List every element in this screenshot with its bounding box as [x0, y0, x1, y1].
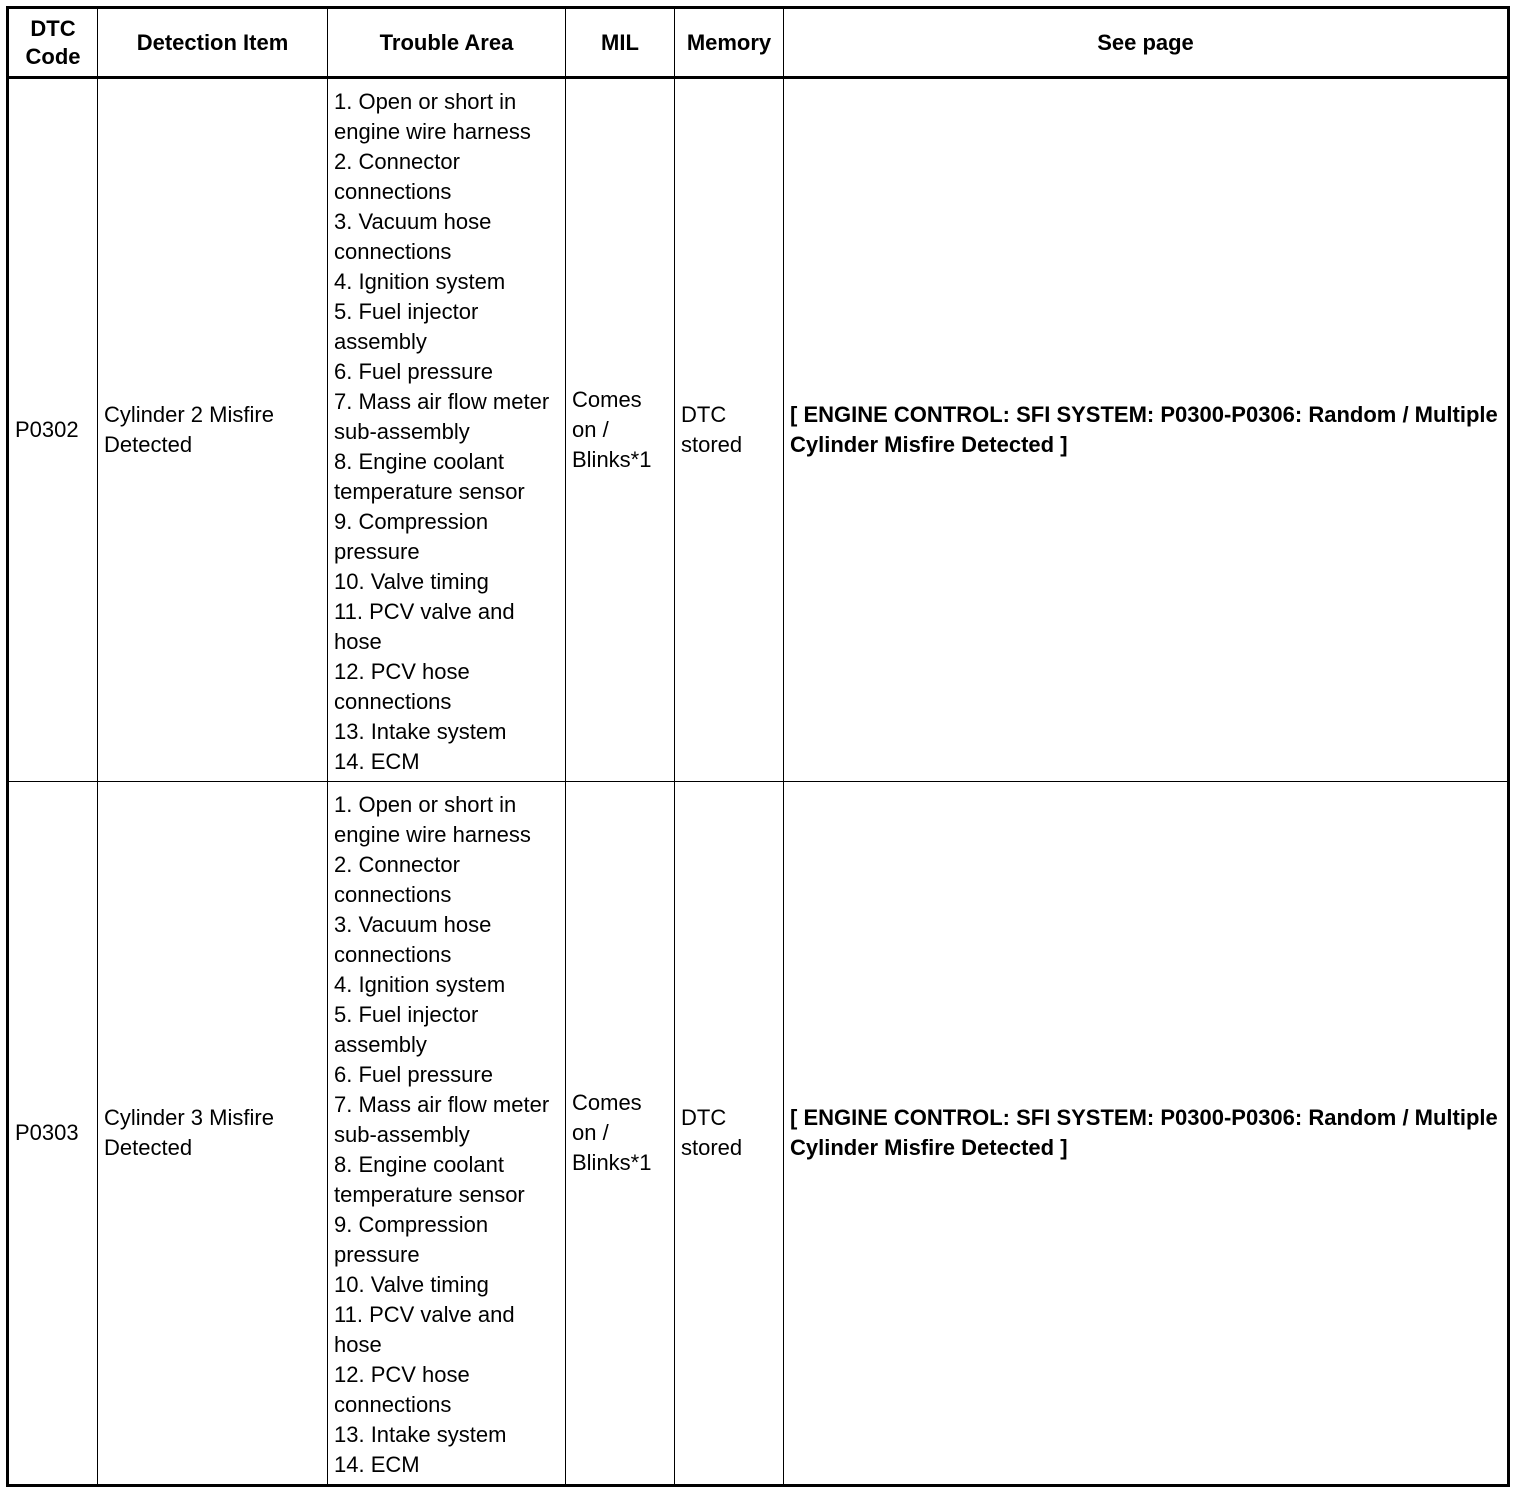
table-row	[8, 782, 1509, 1486]
detection-item-cell: Cylinder 3 Misfire Detected	[98, 782, 328, 1486]
list-item: 12. PCV hose connections	[334, 1362, 470, 1417]
list-item: 14. ECM	[334, 749, 420, 774]
header-detection-item: Detection Item	[98, 8, 328, 78]
list-item: 3. Vacuum hose connections	[334, 209, 492, 264]
list-item: 4. Ignition system	[334, 269, 506, 294]
memory-cell: DTC stored	[675, 782, 784, 1486]
detection-item-cell: Cylinder 2 Misfire Detected	[98, 78, 328, 782]
list-item: 11. PCV valve and hose	[334, 599, 515, 654]
list-item: 8. Engine coolant temperature sensor	[334, 1152, 525, 1207]
mil-cell: Comes on / Blinks*1	[566, 78, 675, 782]
list-item: 13. Intake system	[334, 719, 507, 744]
list-item: 2. Connector connections	[334, 852, 460, 907]
list-item: 10. Valve timing	[334, 1272, 489, 1297]
header-trouble-area: Trouble Area	[328, 8, 566, 78]
header-memory: Memory	[675, 8, 784, 78]
trouble-area-cell	[328, 782, 566, 1486]
list-item: 3. Vacuum hose connections	[334, 912, 492, 967]
list-item: 5. Fuel injector assembly	[334, 1002, 479, 1057]
trouble-area-list	[334, 87, 559, 777]
list-item: 4. Ignition system	[334, 972, 506, 997]
list-item: 6. Fuel pressure	[334, 1062, 493, 1087]
dtc-code-cell: P0303	[8, 782, 98, 1486]
header-see-page: See page	[784, 8, 1509, 78]
mil-cell: Comes on / Blinks*1	[566, 782, 675, 1486]
list-item: 9. Compression pressure	[334, 509, 489, 564]
list-item: 13. Intake system	[334, 1422, 507, 1447]
dtc-table	[6, 6, 1510, 1487]
list-item: 1. Open or short in engine wire harness	[334, 89, 531, 144]
memory-cell: DTC stored	[675, 78, 784, 782]
list-item: 1. Open or short in engine wire harness	[334, 792, 531, 847]
trouble-area-cell	[328, 78, 566, 782]
table-row	[8, 78, 1509, 782]
list-item: 11. PCV valve and hose	[334, 1302, 515, 1357]
trouble-area-list	[334, 790, 559, 1480]
header-mil: MIL	[566, 8, 675, 78]
list-item: 12. PCV hose connections	[334, 659, 470, 714]
list-item: 9. Compression pressure	[334, 1212, 489, 1267]
see-page-link[interactable]: [ ENGINE CONTROL: SFI SYSTEM: P0300-P0306: Random / Multiple Cylinder Misfire Detected ]	[784, 78, 1509, 782]
see-page-link[interactable]: [ ENGINE CONTROL: SFI SYSTEM: P0300-P0306: Random / Multiple Cylinder Misfire Detected ]	[784, 782, 1509, 1486]
list-item: 7. Mass air flow meter sub-assembly	[334, 389, 550, 444]
list-item: 5. Fuel injector assembly	[334, 299, 479, 354]
list-item: 10. Valve timing	[334, 569, 489, 594]
list-item: 6. Fuel pressure	[334, 359, 493, 384]
list-item: 2. Connector connections	[334, 149, 460, 204]
list-item: 8. Engine coolant temperature sensor	[334, 449, 525, 504]
table-header-row	[8, 8, 1509, 78]
dtc-code-cell: P0302	[8, 78, 98, 782]
list-item: 14. ECM	[334, 1452, 420, 1477]
list-item: 7. Mass air flow meter sub-assembly	[334, 1092, 550, 1147]
header-dtc-code: DTC Code	[8, 8, 98, 78]
